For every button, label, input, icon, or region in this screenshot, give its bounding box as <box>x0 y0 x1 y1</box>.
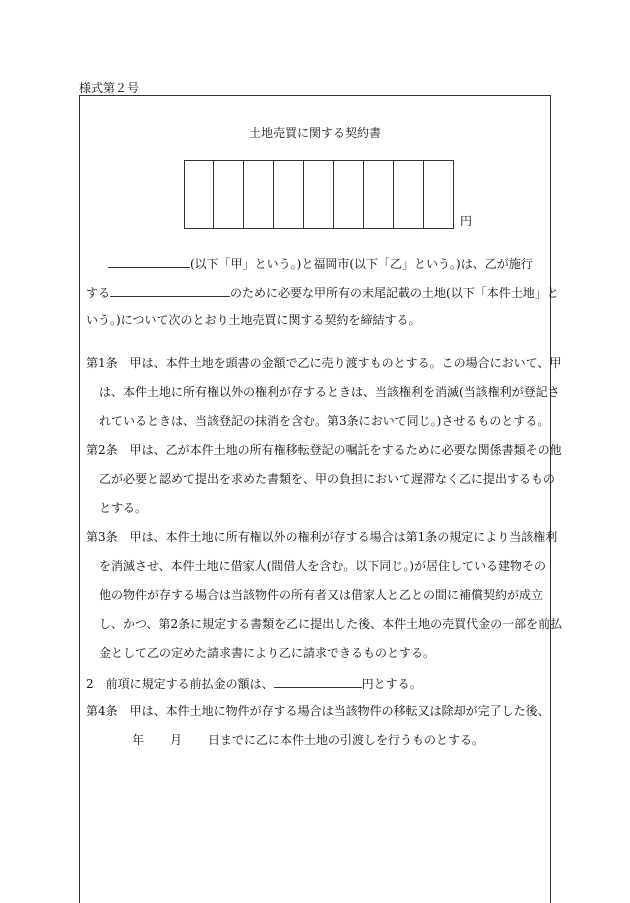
article-3-line: 金として乙の定めた請求書により乙に請求できるものとする。 <box>99 646 436 660</box>
intro-line-3: いう。)について次のとおり土地売買に関する契約を締結する。 <box>86 313 421 327</box>
price-digit-cell[interactable] <box>214 161 244 228</box>
month-label: 月 <box>170 733 183 747</box>
advance-payment-blank[interactable] <box>274 675 362 688</box>
price-unit-label: 円 <box>460 214 473 228</box>
article-3-line: し、かつ、第2条に規定する書類を乙に提出した後、本件土地の売買代金の一部を前払 <box>99 617 563 631</box>
project-name-blank[interactable] <box>110 284 230 297</box>
article-1-line: れているときは、当該登記の抹消を含む。第3条において同じ。)させるものとする。 <box>99 414 550 428</box>
form-number-label: 様式第２号 <box>79 81 140 95</box>
document-title: 土地売買に関する契約書 <box>248 126 381 140</box>
article-4-date-line: 年 月 日までに乙に本件土地の引渡しを行うものとする。 <box>132 733 485 747</box>
year-label: 年 <box>132 733 145 747</box>
price-digit-cell[interactable] <box>185 161 214 228</box>
article-1-line: 第1条 甲は、本件土地を頭書の金額で乙に売り渡すものとする。この場合において、甲 <box>86 356 562 370</box>
price-entry-grid[interactable] <box>184 160 454 229</box>
article-3-line: を消滅させ、本件土地に借家人(間借人を含む。以下同じ。)が居住している建物その <box>99 559 547 573</box>
price-digit-cell[interactable] <box>304 161 334 228</box>
price-digit-cell[interactable] <box>334 161 364 228</box>
intro-line-1: (以下「甲」という。)と福岡市(以下「乙」という。)は、乙が施行 <box>86 255 533 271</box>
article-2-line: 第2条 甲は、乙が本件土地の所有権移転登記の嘱託をするために必要な関係書類その他 <box>86 443 562 457</box>
article-3-paragraph-2: 2 前項に規定する前払金の額は、 円とする。 <box>86 677 422 691</box>
price-digit-cell[interactable] <box>244 161 274 228</box>
intro-line-2: する のために必要な甲所有の末尾記載の土地(以下「本件土地」と <box>86 286 559 300</box>
article-4-line: 第4条 甲は、本件土地に物件が存する場合は当該物件の移転又は除却が完了した後、 <box>86 704 550 718</box>
article-3-line: 第3条 甲は、本件土地に所有権以外の権利が存する場合は第1条の規定により当該権利 <box>86 530 558 544</box>
contract-frame <box>79 95 563 903</box>
article-2-line: 乙が必要と認めて提出を求めた書類を、甲の負担において遅滞なく乙に提出するもの <box>99 472 556 486</box>
price-digit-cell[interactable] <box>274 161 304 228</box>
price-digit-cell[interactable] <box>424 161 454 228</box>
price-digit-cell[interactable] <box>394 161 424 228</box>
article-2-line: とする。 <box>99 501 148 515</box>
price-digit-cell[interactable] <box>364 161 394 228</box>
seller-name-blank[interactable] <box>108 255 190 268</box>
article-1-line: は、本件土地に所有権以外の権利が存するときは、当該権利を消滅(当該権利が登記さ <box>99 385 560 399</box>
article-3-line: 他の物件が存する場合は当該物件の所有者又は借家人と乙との間に補償契約が成立 <box>99 588 544 602</box>
